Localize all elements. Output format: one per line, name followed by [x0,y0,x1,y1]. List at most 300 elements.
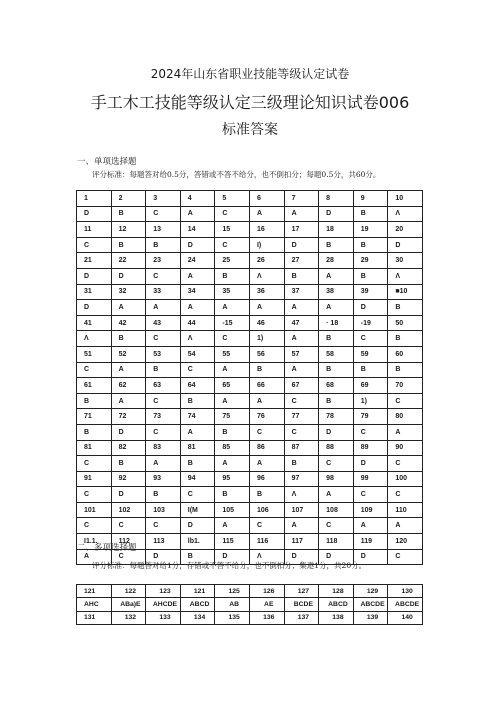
multi-choice-question-number-row [77,611,423,624]
question-number-cell: 37 [284,284,319,300]
question-number-cell: 126 [249,585,284,598]
question-number-cell: 121 [77,585,112,598]
question-number-cell: 97 [284,471,319,487]
question-number-cell: 31 [77,284,112,300]
question-number-cell: 81 [77,440,112,456]
answer-cell: Λ [284,487,319,503]
question-number-cell: 94 [180,471,215,487]
question-number-cell: 85 [215,440,250,456]
question-number-cell: 2 [111,191,146,207]
question-number-cell: 93 [146,471,181,487]
question-number-cell: 15 [215,222,250,238]
answer-cell: C [284,393,319,409]
question-number-cell: 42 [111,315,146,331]
question-number-cell: 127 [284,585,319,598]
answer-cell: B [353,362,388,378]
answer-cell: A [215,362,250,378]
answer-cell: B [77,393,112,409]
answer-cell: B [111,331,146,347]
answer-cell: AB [215,598,250,611]
answer-cell: C [146,393,181,409]
answer-cell: A [319,300,354,316]
answer-cell: B [215,487,250,503]
answer-cell: A [215,518,250,534]
answer-cell: C [215,331,250,347]
single-choice-answer-row [77,237,423,253]
question-number-cell: -19 [353,315,388,331]
question-number-cell: 33 [146,284,181,300]
question-number-cell: 11 [77,222,112,238]
answer-cell: D [319,549,354,565]
question-number-cell: 125 [215,585,250,598]
question-number-cell: 70 [388,378,423,394]
answer-cell: A [111,300,146,316]
question-number-cell: 88 [319,440,354,456]
question-number-cell: 57 [284,346,319,362]
answer-cell: ABCD [180,598,215,611]
answer-cell: B [353,268,388,284]
single-choice-answer-row [77,456,423,472]
question-number-cell: 108 [319,502,354,518]
question-number-cell: 52 [111,346,146,362]
answer-cell: A [249,206,284,222]
question-number-cell: 61 [77,378,112,394]
answer-cell: A [388,518,423,534]
question-number-cell: I(M [180,502,215,518]
answer-cell: AE [249,598,284,611]
answer-cell: ABa)E [111,598,146,611]
question-number-cell: 100 [388,471,423,487]
answer-cell: C [319,518,354,534]
single-choice-question-number-row [77,471,423,487]
answer-cell: AHCDE [146,598,181,611]
question-number-cell: 5 [215,191,250,207]
question-number-cell: 119 [353,534,388,550]
answer-cell: D [319,206,354,222]
question-number-cell: · 18 [319,315,354,331]
question-number-cell: 71 [77,409,112,425]
question-number-cell: 98 [319,471,354,487]
question-number-cell: 136 [249,611,284,624]
question-number-cell: 19 [353,222,388,238]
single-choice-answer-row [77,487,423,503]
single-choice-answer-row [77,518,423,534]
question-number-cell: ■10 [388,284,423,300]
question-number-cell: 107 [284,502,319,518]
question-number-cell: 64 [180,378,215,394]
answer-cell: 1) [249,331,284,347]
answer-cell: B [319,331,354,347]
question-number-cell: 82 [111,440,146,456]
multi-choice-rows [77,585,423,625]
question-number-cell: 24 [180,253,215,269]
multi-choice-answer-table [76,584,423,625]
question-number-cell: 79 [353,409,388,425]
question-number-cell: 118 [319,534,354,550]
question-number-cell: 105 [215,502,250,518]
answer-cell: Λ [249,268,284,284]
answer-cell: C [77,518,112,534]
question-number-cell: 44 [180,315,215,331]
single-choice-rows [77,191,423,565]
question-number-cell: 58 [319,346,354,362]
question-number-cell: 120 [388,534,423,550]
question-number-cell: 73 [146,409,181,425]
answer-cell: Λ [388,268,423,284]
question-number-cell: 102 [111,502,146,518]
question-number-cell: lb1. [180,534,215,550]
question-number-cell: 78 [319,409,354,425]
answer-cell: C [388,549,423,565]
answer-cell: ABCDE [353,598,388,611]
question-number-cell: 74 [180,409,215,425]
question-number-cell: 18 [319,222,354,238]
question-number-cell: 63 [146,378,181,394]
answer-cell: D [353,300,388,316]
single-choice-answer-row [77,268,423,284]
single-choice-question-number-row [77,502,423,518]
answer-cell: A [353,518,388,534]
question-number-cell: 66 [249,378,284,394]
question-number-cell: 7 [284,191,319,207]
answer-cell: B [388,362,423,378]
answer-cell: C [146,206,181,222]
answer-cell: ABCDE [388,598,423,611]
answer-cell: C [146,518,181,534]
exam-line: 2024年山东省职业技能等级认定试卷 [150,67,350,81]
single-choice-question-number-row [77,222,423,238]
answer-cell: C [215,206,250,222]
answer-cell: B [353,206,388,222]
question-number-cell: 96 [249,471,284,487]
question-number-cell: 6 [249,191,284,207]
answer-cell: A [180,424,215,440]
answer-cell: A [111,393,146,409]
question-number-cell: 112 [111,534,146,550]
question-number-cell: 29 [353,253,388,269]
answer-cell: B [249,487,284,503]
question-number-cell: 89 [353,440,388,456]
answer-cell: B [388,300,423,316]
answer-cell: B [146,237,181,253]
answer-cell: C [319,456,354,472]
answer-cell: C [77,487,112,503]
question-number-cell: 53 [146,346,181,362]
question-number-cell: 60 [388,346,423,362]
question-number-cell: 90 [388,440,423,456]
answer-cell: A [284,362,319,378]
question-number-cell: 77 [284,409,319,425]
multi-choice-title: 二、多项选择题 [77,543,137,553]
answer-cell: C [249,518,284,534]
answer-cell: ABCD [319,598,354,611]
question-number-cell: 133 [146,611,181,624]
question-number-cell: 68 [319,378,354,394]
question-number-cell: 131 [77,611,112,624]
answer-cell: A [215,393,250,409]
question-number-cell: 115 [215,534,250,550]
multi-choice-question-number-row [77,585,423,598]
answer-cell: D [180,237,215,253]
question-number-cell: 16 [249,222,284,238]
question-number-cell: 34 [180,284,215,300]
question-number-cell: 3 [146,191,181,207]
question-number-cell: 122 [111,585,146,598]
question-number-cell: 81 [180,440,215,456]
exam-title: 手工木工技能等级认定三级理论知识试卷006 [90,93,410,112]
question-number-cell: 87 [284,440,319,456]
question-number-cell: 35 [215,284,250,300]
answer-cell: A [284,331,319,347]
question-number-cell: 65 [215,378,250,394]
answer-cell: C [77,237,112,253]
answer-cell: A [319,487,354,503]
answer-cell: C [249,424,284,440]
single-choice-question-number-row [77,315,423,331]
question-number-cell: 46 [249,315,284,331]
answer-cell: B [111,206,146,222]
question-number-cell: 91 [77,471,112,487]
answer-cell: D [111,487,146,503]
answer-cell: A [215,300,250,316]
question-number-cell: 13 [146,222,181,238]
question-number-cell: 55 [215,346,250,362]
answer-cell: C [146,268,181,284]
answer-cell: C [388,393,423,409]
answer-cell: D [284,237,319,253]
answer-cell: B [77,424,112,440]
answer-cell: A [284,300,319,316]
question-number-cell: 69 [353,378,388,394]
question-number-cell: 86 [249,440,284,456]
answer-cell: D [77,206,112,222]
answer-cell: I) [249,237,284,253]
question-number-cell: 59 [353,346,388,362]
answer-cell: B [180,549,215,565]
question-number-cell: 28 [319,253,354,269]
question-number-cell: 25 [215,253,250,269]
question-number-cell: 17 [284,222,319,238]
answer-cell: A [180,300,215,316]
single-choice-answer-row [77,206,423,222]
answer-cell: A [215,456,250,472]
question-number-cell: 83 [146,440,181,456]
single-choice-question-number-row [77,409,423,425]
question-number-cell: 26 [249,253,284,269]
single-choice-question-number-row [77,191,423,207]
answer-cell: B [353,237,388,253]
answer-cell: B [319,362,354,378]
question-number-cell: 30 [388,253,423,269]
answer-cell: C [353,487,388,503]
answer-cell: D [353,456,388,472]
answer-cell: B [146,487,181,503]
answer-cell: B [284,268,319,284]
answer-cell: 1) [353,393,388,409]
question-number-cell: 36 [249,284,284,300]
answer-cell: A [284,518,319,534]
answer-cell: D [180,518,215,534]
single-choice-answer-table [76,190,423,565]
answer-cell: AHC [77,598,112,611]
question-number-cell: 134 [180,611,215,624]
answer-cell: A [319,268,354,284]
question-number-cell: 38 [319,284,354,300]
question-number-cell: 32 [111,284,146,300]
question-number-cell: 12 [111,222,146,238]
answer-cell: C [146,331,181,347]
question-number-cell: I1.1. [77,534,112,550]
question-number-cell: 103 [146,502,181,518]
question-number-cell: 106 [249,502,284,518]
multi-choice-scoring-note: 评分标准：每题答对给1分，存错或不答不给分，也不倒扣分；集遨1分，共20分。 [92,561,367,570]
question-number-cell: 116 [249,534,284,550]
question-number-cell: 67 [284,378,319,394]
answer-cell: D [284,549,319,565]
question-number-cell: 95 [215,471,250,487]
question-number-cell: 137 [284,611,319,624]
answer-cell: A [180,206,215,222]
single-choice-scoring-note: 评分标准：每题答对给0.5分，答错或不答不给分，也不倒扣分；每题0.5分，共60分。 [92,170,381,179]
question-number-cell: -15 [215,315,250,331]
answer-cell: B [215,268,250,284]
question-number-cell: 56 [249,346,284,362]
question-number-cell: 80 [388,409,423,425]
answer-cell: D [77,300,112,316]
question-number-cell: 39 [353,284,388,300]
question-number-cell: 72 [111,409,146,425]
answer-cell: C [284,424,319,440]
answer-cell: B [215,424,250,440]
answer-cell: C [77,362,112,378]
answer-cell: C [146,424,181,440]
answer-cell: B [249,362,284,378]
answer-cell: A [77,549,112,565]
answer-cell: C [180,362,215,378]
answer-cell: C [388,456,423,472]
question-number-cell: 9 [353,191,388,207]
single-choice-answer-row [77,331,423,347]
answer-cell: B [284,456,319,472]
answer-cell: A [180,268,215,284]
question-number-cell: 140 [388,611,423,624]
single-choice-title: 一、单项选择题 [77,157,137,167]
question-number-cell: 4 [180,191,215,207]
answer-cell: B [146,362,181,378]
question-number-cell: 23 [146,253,181,269]
question-number-cell: 110 [388,502,423,518]
answer-cell: B [180,456,215,472]
question-number-cell: 20 [388,222,423,238]
answer-title: 标准答案 [222,122,278,138]
question-number-cell: 1 [77,191,112,207]
question-number-cell: 62 [111,378,146,394]
question-number-cell: 130 [388,585,423,598]
answer-cell: Λ [249,549,284,565]
answer-cell: D [319,424,354,440]
question-number-cell: 51 [77,346,112,362]
single-choice-question-number-row [77,346,423,362]
answer-cell: D [146,549,181,565]
answer-cell: A [249,300,284,316]
answer-cell: Λ [388,206,423,222]
answer-cell: D [353,549,388,565]
question-number-cell: 21 [77,253,112,269]
question-number-cell: 47 [284,315,319,331]
single-choice-question-number-row [77,440,423,456]
question-number-cell: 138 [319,611,354,624]
single-choice-question-number-row [77,284,423,300]
answer-cell: A [388,424,423,440]
answer-cell: A [249,456,284,472]
question-number-cell: 129 [353,585,388,598]
answer-cell: B [111,456,146,472]
question-number-cell: 41 [77,315,112,331]
question-number-cell: 14 [180,222,215,238]
question-number-cell: 99 [353,471,388,487]
answer-cell: C [111,518,146,534]
answer-cell: B [319,393,354,409]
question-number-cell: 27 [284,253,319,269]
question-number-cell: 123 [146,585,181,598]
question-number-cell: 54 [180,346,215,362]
question-number-cell: 43 [146,315,181,331]
multi-choice-answer-row [77,598,423,611]
single-choice-answer-row [77,300,423,316]
question-number-cell: 132 [111,611,146,624]
answer-cell: C [215,237,250,253]
answer-cell: B [388,331,423,347]
answer-cell: B [180,393,215,409]
question-number-cell: 101 [77,502,112,518]
question-number-cell: 121 [180,585,215,598]
answer-cell: A [146,300,181,316]
question-number-cell: 10 [388,191,423,207]
answer-cell: D [111,424,146,440]
answer-cell: A [284,206,319,222]
answer-cell: B [111,237,146,253]
answer-cell: D [215,549,250,565]
answer-cell: A [249,393,284,409]
single-choice-answer-row [77,362,423,378]
question-number-cell: 8 [319,191,354,207]
answer-cell: C [111,549,146,565]
answer-cell: C [353,424,388,440]
answer-cell: D [111,268,146,284]
single-choice-question-number-row [77,253,423,269]
question-number-cell: 75 [215,409,250,425]
question-number-cell: 92 [111,471,146,487]
question-number-cell: 139 [353,611,388,624]
question-number-cell: 128 [319,585,354,598]
question-number-cell: 50 [388,315,423,331]
question-number-cell: 109 [353,502,388,518]
answer-cell: Λ [180,331,215,347]
answer-cell: C [180,487,215,503]
answer-cell: C [77,456,112,472]
question-number-cell: 76 [249,409,284,425]
answer-cell: BCDE [284,598,319,611]
answer-cell: D [77,268,112,284]
answer-cell: Λ [77,331,112,347]
question-number-cell: 117 [284,534,319,550]
answer-cell: D [388,237,423,253]
answer-cell: C [353,331,388,347]
question-number-cell: 113 [146,534,181,550]
answer-cell: A [111,362,146,378]
answer-cell: C [388,487,423,503]
answer-cell: A [146,456,181,472]
